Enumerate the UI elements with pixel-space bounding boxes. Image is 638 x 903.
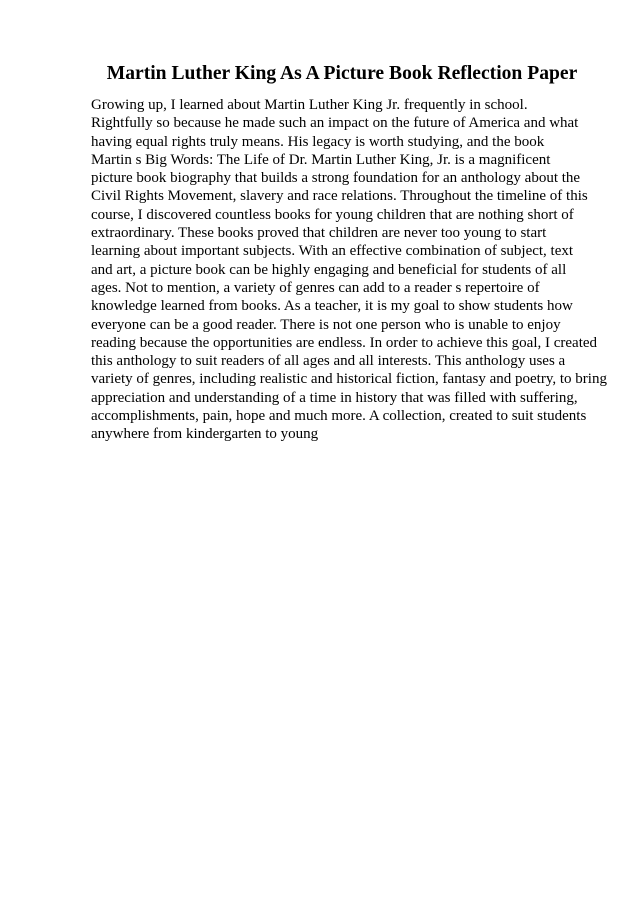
body-line: having equal rights truly means. His legacy is worth studying, and the book bbox=[91, 133, 545, 150]
body-line: course, I discovered countless books for young children that are nothing short of bbox=[91, 206, 574, 223]
body-line: learning about important subjects. With an effective combination of subject, text bbox=[91, 243, 574, 260]
body-line: Rightfully so because he made such an impact on the future of America and what bbox=[91, 115, 579, 132]
body-line: extraordinary. These books proved that children are never too young to start bbox=[91, 225, 547, 242]
body-line: knowledge learned from books. As a teacher, it is my goal to show students how bbox=[91, 298, 573, 315]
document-body bbox=[91, 96, 611, 444]
body-line: Growing up, I learned about Martin Luther King Jr. frequently in school. bbox=[91, 97, 528, 113]
body-line: anywhere from kindergarten to young bbox=[91, 426, 319, 443]
body-line: reading because the opportunities are endless. In order to achieve this goal, I created bbox=[91, 334, 598, 351]
body-line: appreciation and understanding of a time in history that was filled with suffering, bbox=[91, 389, 578, 406]
document-title: Martin Luther King As A Picture Book Reflection Paper bbox=[106, 63, 578, 84]
body-line: Civil Rights Movement, slavery and race relations. Throughout the timeline of this bbox=[91, 188, 588, 205]
body-line: and art, a picture book can be highly engaging and beneficial for students of all bbox=[91, 261, 567, 278]
body-line: accomplishments, pain, hope and much more. A collection, created to suit students bbox=[91, 408, 587, 425]
body-line: picture book biography that builds a strong foundation for an anthology about the bbox=[91, 170, 581, 187]
body-line: variety of genres, including realistic and historical fiction, fantasy and poetry, to bring bbox=[91, 371, 607, 388]
body-line: Martin s Big Words: The Life of Dr. Martin Luther King, Jr. is a magnificent bbox=[91, 151, 551, 168]
body-line: this anthology to suit readers of all ages and all interests. This anthology uses a bbox=[91, 353, 566, 370]
body-line: everyone can be a good reader. There is not one person who is unable to enjoy bbox=[91, 316, 561, 333]
body-line: ages. Not to mention, a variety of genres can add to a reader s repertoire of bbox=[91, 279, 540, 296]
